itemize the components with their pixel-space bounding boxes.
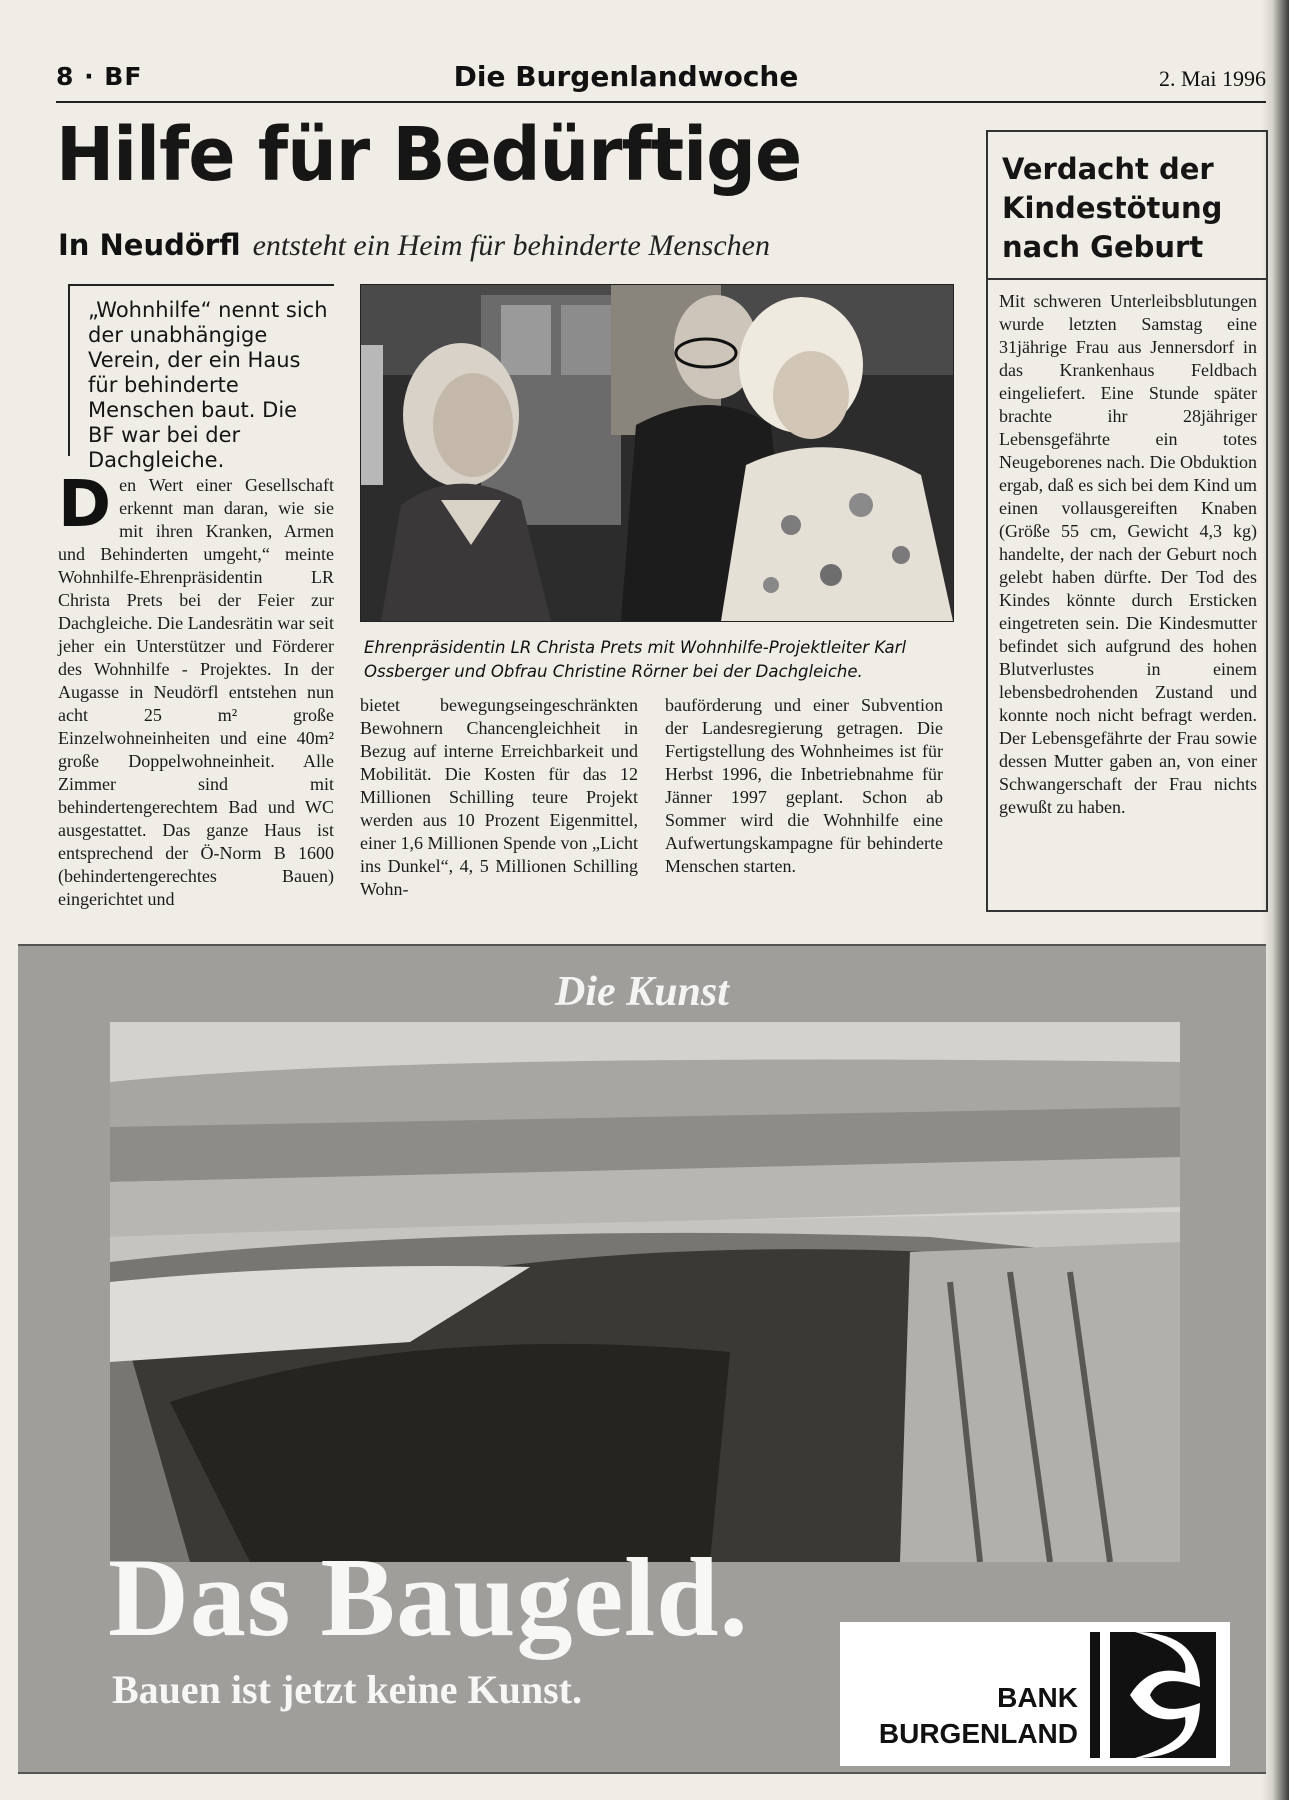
subheadline-location: In Neudörfl <box>58 228 241 262</box>
article-lead-text: „Wohnhilfe“ nennt sich der unabhängige Verein, der ein Haus für behinderte Menschen baut. Die BF war bei der Dachgleiche. <box>88 298 328 472</box>
article-headline: Hilfe für Bedürftige <box>56 112 802 198</box>
bank-advertisement <box>18 944 1266 1774</box>
sidebar-headline: Verdacht der Kindestötung nach Geburt <box>1002 152 1223 264</box>
header-divider <box>56 101 1266 103</box>
landscape-illustration <box>110 1022 1180 1562</box>
article-lead-box <box>68 284 334 472</box>
page-number: 8 · BF <box>56 62 143 91</box>
article-photo <box>360 284 954 622</box>
ad-tagline: Bauen ist jetzt keine Kunst. <box>112 1667 582 1712</box>
bank-name-line-2: BURGENLAND <box>878 1718 1078 1749</box>
ad-landscape-painting <box>110 1022 1180 1562</box>
photo-caption: Ehrenpräsidentin LR Christa Prets mit Wohnhilfe-Projektleiter Karl Ossberger und Obfrau Christine Rörner bei der Dachgleiche. <box>364 638 907 681</box>
sidebar-divider <box>988 278 1266 280</box>
article-column-2: bietet bewegungseingeschränkten Bewohnern Chancengleichheit in Bezug auf interne Erreichbarkeit und Mobilität. Die Kosten für das 12 Millionen Schilling teure Projekt werden aus 10 Prozent Eigenmittel, einer 1,6 Millionen Spende von „Licht ins Dunkel“, 4, 5 Millionen Schilling Wohn- <box>360 695 638 899</box>
drop-cap: D <box>58 468 112 542</box>
bank-logo-panel <box>840 1622 1230 1766</box>
article-column-1-text: en Wert einer Gesellschaft erkennt man daran, wie sie mit ihren Kranken, Armen und Behinderten umgeht,“ meinte Wohnhilfe-Ehrenpräsidentin LR Christa Prets bei der Feier zur Dachgleiche. Die Landesrätin war seit jeher ein Unterstützer und Förderer des Wohnhilfe - Projektes. In der Augasse in Neudörfl entstehen nun acht 25 m² große Einzelwohneinheiten und eine 40m² große Doppelwohneinheit. Alle Zimmer sind mit behindertengerechtem Bad und WC ausgestattet. Das ganze Haus ist entsprechend der Ö-Norm B 1600 (behindertengerechtes Bauen) eingerichtet und <box>58 475 334 909</box>
sidebar-article <box>986 130 1268 912</box>
article-subheadline <box>58 228 770 263</box>
subheadline-text: entsteht ein Heim für behinderte Menschen <box>252 229 770 262</box>
bank-name-line-1: BANK <box>997 1682 1078 1713</box>
bank-name <box>879 1680 1078 1752</box>
bank-k-logo-icon <box>1090 1632 1216 1758</box>
publication-name: Die Burgenlandwoche <box>453 60 799 93</box>
page-header <box>56 60 1266 100</box>
issue-date: 2. Mai 1996 <box>1159 66 1266 91</box>
article-column-3: bauförderung und einer Subvention der Landesregierung getragen. Die Fertigstellung des Wohnheimes ist für Herbst 1996, die Inbetriebnahme für Jänner 1997 geplant. Schon ab Sommer wird die Wohnhilfe eine Aufwertungskampagne für behinderte Menschen starten. <box>665 695 943 876</box>
ad-kicker: Die Kunst <box>555 969 729 1015</box>
photo-illustration <box>361 285 953 621</box>
ad-headline: Das Baugeld. <box>108 1536 749 1660</box>
sidebar-body: Mit schweren Unterleibsblutungen wurde letzten Samstag eine 31jährige Frau aus Jennersdorf in das Krankenhaus Feldbach eingeliefert. Eine Stunde später brachte ihr 28jähriger Lebensgefährte ein totes Neugeborenes nach. Die Obduktion ergab, daß es sich bei dem Kind um einen vollausgereiften Knaben (Größe 55 cm, Gewicht 4,3 kg) handelte, der nach der Geburt noch gelebt haben dürfte. Der Tod des Kindes könnte durch Ersticken eingetreten sein. Die Kindesmutter befindet sich aufgrund des hohen Blutverlustes in einem lebensbedrohenden Zustand und konnte noch nicht befragt werden. Der Lebensgefährte der Frau sowie dessen Mutter gaben an, von einer Schwangerschaft der Frau nichts gewußt zu haben. <box>999 291 1257 817</box>
article-column-1 <box>58 468 334 911</box>
